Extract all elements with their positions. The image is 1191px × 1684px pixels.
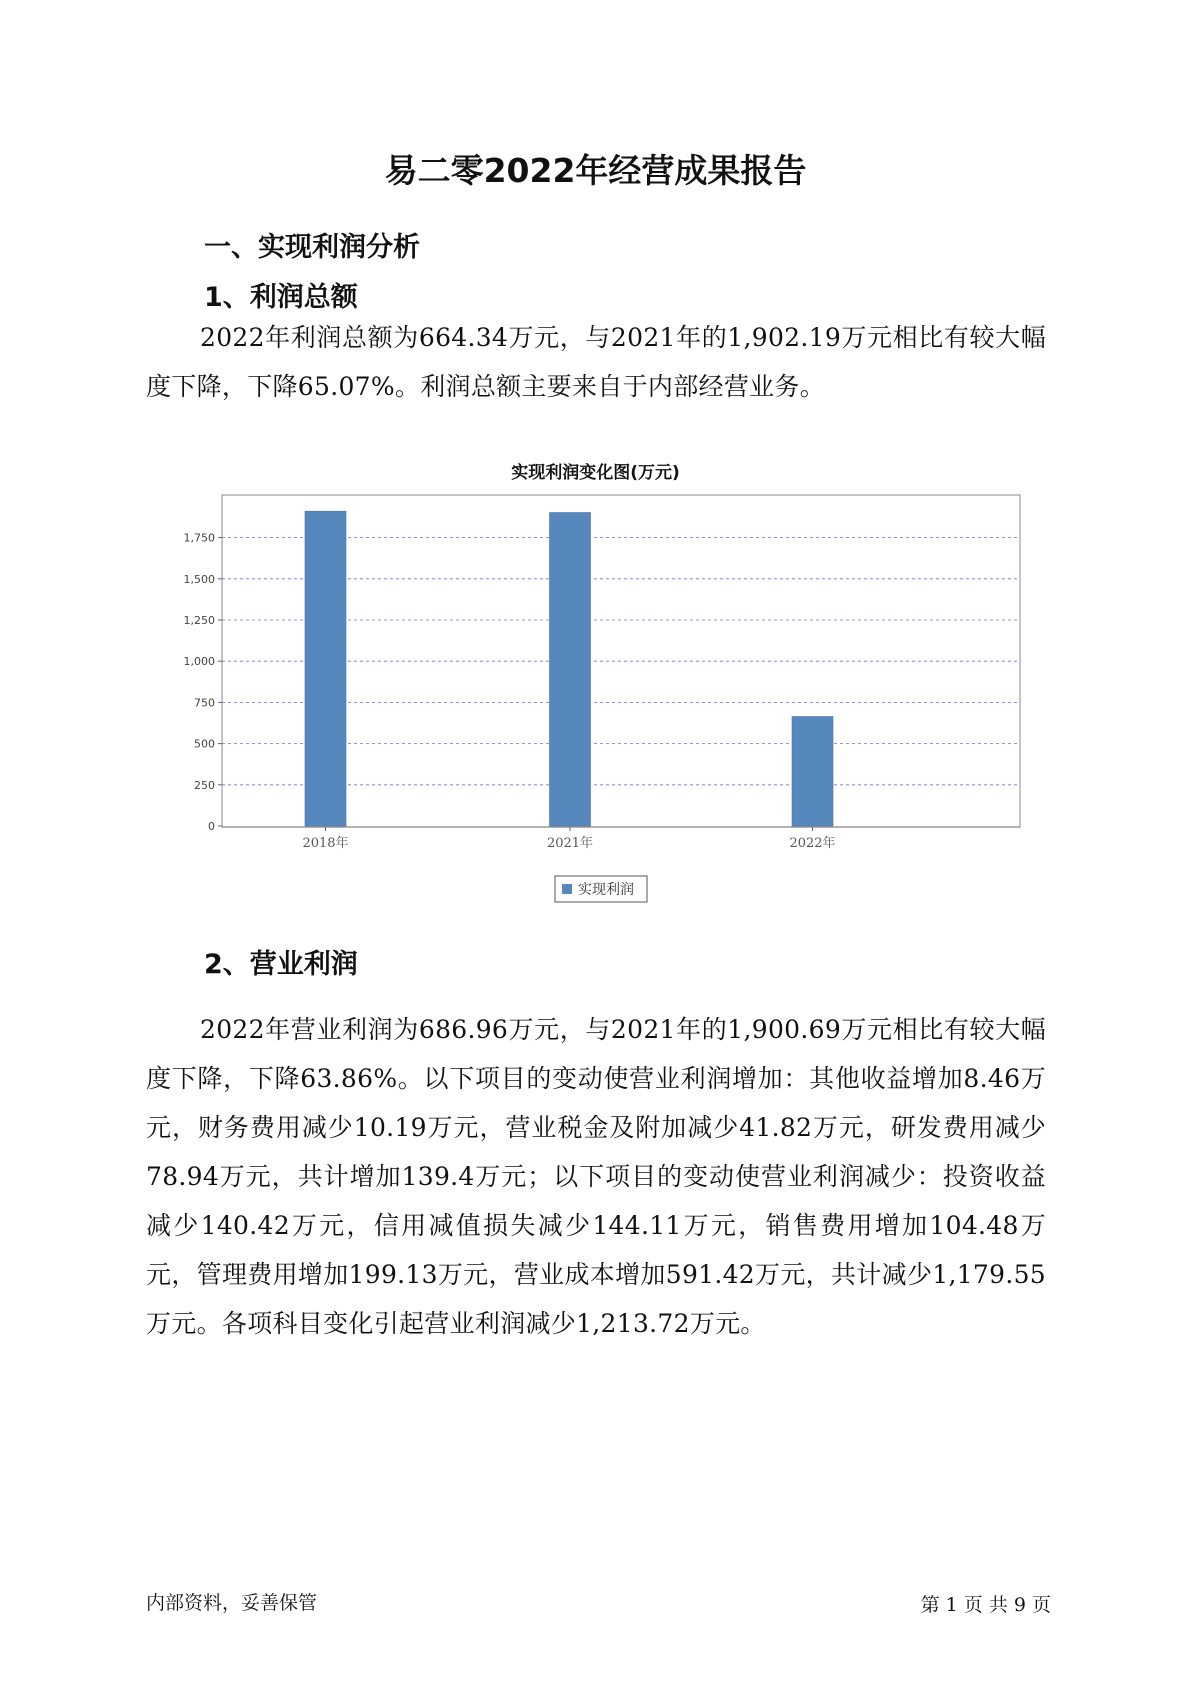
y-tick-label: 500 — [194, 737, 215, 751]
subsection-heading-operating-profit: 2、营业利润 — [204, 949, 358, 980]
bar-2021年 — [550, 513, 591, 826]
footer-confidential: 内部资料，妥善保管 — [146, 1592, 318, 1614]
x-tick-label: 2021年 — [546, 836, 594, 851]
bar-2018年 — [305, 511, 346, 826]
subsection-heading-profit-total: 1、利润总额 — [204, 282, 358, 313]
page-title: 易二零2022年经营成果报告 — [384, 151, 807, 190]
legend — [555, 876, 647, 902]
y-tick-label: 1,250 — [183, 614, 215, 627]
page-number: 第 1 页 共 9 页 — [920, 1594, 1051, 1616]
paragraph-profit-total — [146, 313, 1046, 411]
section-heading: 一、实现利润分析 — [204, 232, 420, 263]
x-tick-label: 2018年 — [302, 836, 349, 851]
y-tick-label: 1,500 — [183, 572, 215, 586]
y-tick-label: 250 — [194, 778, 215, 792]
y-tick-label: 1,750 — [183, 531, 215, 545]
y-tick-label: 0 — [208, 820, 215, 833]
x-axis-ticks — [302, 827, 835, 851]
y-tick-label: 750 — [194, 696, 215, 710]
x-tick-label: 2022年 — [789, 836, 836, 851]
chart-title: 实现利润变化图(万元) — [511, 463, 680, 483]
bar-2022年 — [792, 717, 833, 826]
legend-label: 实现利润 — [578, 882, 634, 898]
legend-swatch — [562, 884, 572, 894]
paragraph-text: 2022年利润总额为664.34万元，与2021年的1,902.19万元相比有较大幅度下降，下降65.07%。利润总额主要来自于内部经营业务。 — [146, 323, 1046, 401]
y-tick-label: 1,000 — [183, 655, 215, 669]
y-axis-ticks — [184, 532, 223, 833]
paragraph-operating-profit — [146, 1005, 1046, 1348]
paragraph-text: 2022年营业利润为686.96万元，与2021年的1,900.69万元相比有较大幅度下降，下降63.86%。以下项目的变动使营业利润增加：其他收益增加8.46万元，财务费用减少10.19万元，营业税金及附加减少41.82万元，研发费用减少78.94万元，共计增加139.4万元；以下项目的变动使营业利润减少：投资收益减少140.42万元，信用减值损失减少144.11万元，销售费用增加104.48万元，管理费用增加199.13万元，营业成本增加591.42万元，共计减少1,179.55万元。各项科目变化引起营业利润减少1,213.72万元。 — [146, 1015, 1046, 1338]
profit-bar-chart — [150, 485, 1050, 915]
